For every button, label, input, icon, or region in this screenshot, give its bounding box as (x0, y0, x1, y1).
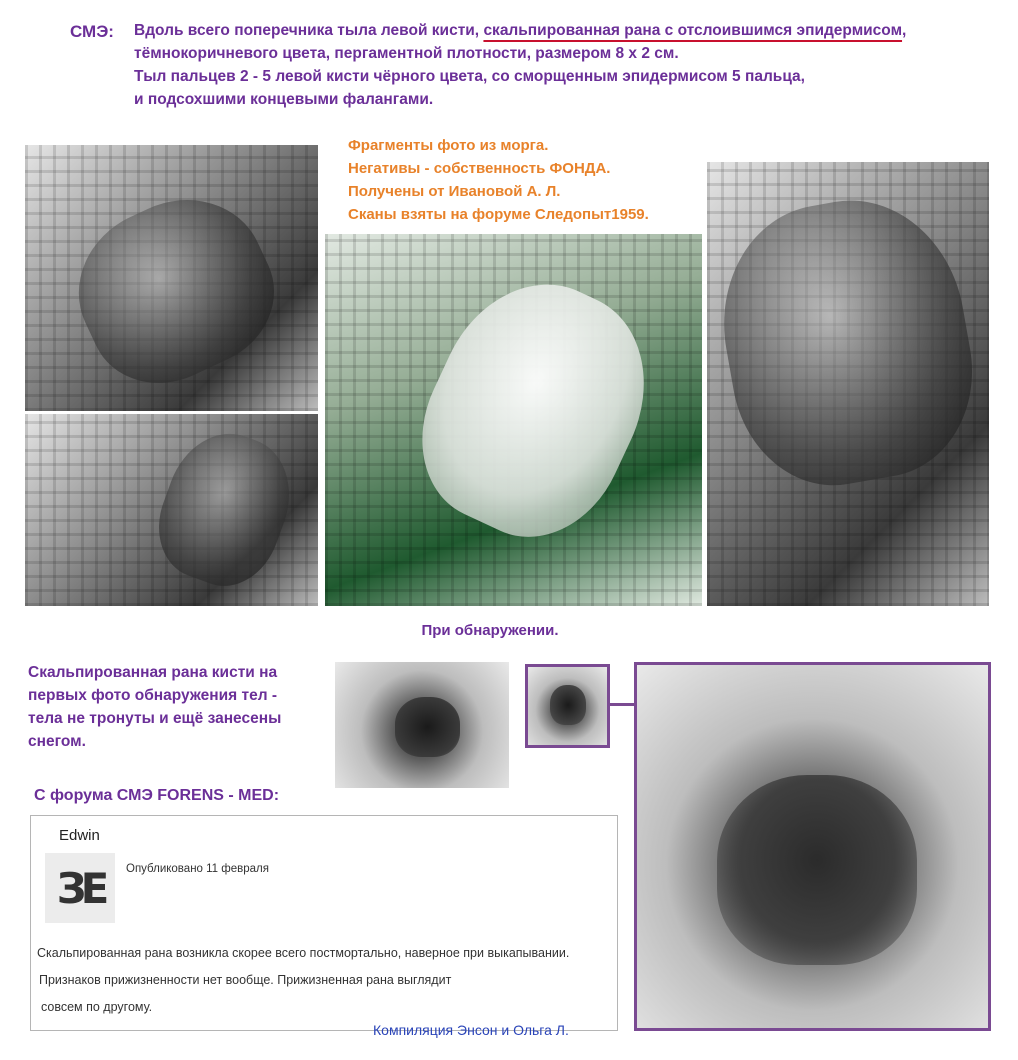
forum-post-body (37, 940, 617, 1021)
sme-line-3: Тыл пальцев 2 - 5 левой кисти чёрного цвета, со сморщенным эпидермисом 5 пальца, (134, 68, 805, 85)
hand-shape (550, 685, 586, 725)
found-caption: При обнаружении. (421, 622, 559, 639)
sme-line-4: и подсохшими концевыми фалангами. (134, 91, 434, 108)
morgue-photo-left-top (25, 145, 318, 411)
sme-line-1-suffix: , (902, 22, 907, 39)
sme-label: СМЭ: (70, 22, 114, 41)
wound-caption-line-2: первых фото обнаружения тел - (28, 687, 278, 704)
forum-body-line-2: Признаков прижизненности нет вообще. Прижизненная рана выглядит (39, 973, 452, 987)
sme-line-1 (134, 19, 984, 42)
credit: Компиляция Энсон и Ольга Л. (373, 1022, 569, 1038)
morgue-note-line-2: Негативы - собственность ФОНДА. (348, 160, 611, 177)
hand-shape (395, 697, 460, 757)
morgue-note-line-1: Фрагменты фото из морга. (348, 137, 549, 154)
wound-caption-line-3: тела не тронуты и ещё занесены (28, 710, 282, 727)
morgue-photo-center (325, 234, 702, 606)
forum-post-date: Опубликовано 11 февраля (126, 863, 269, 875)
sme-description (134, 19, 984, 111)
wound-caption-line-4: снегом. (28, 733, 86, 750)
sme-line-2: тёмнокоричневого цвета, пергаментной плотности, размером 8 х 2 см. (134, 45, 679, 62)
discovery-photo-enlarged (634, 662, 991, 1031)
forum-username[interactable]: Edwin (59, 827, 100, 844)
forum-title: С форума СМЭ FORENS - MED: (34, 787, 280, 804)
morgue-note (348, 134, 649, 226)
connector-line (610, 703, 635, 706)
avatar-logo: ЗЕ (56, 863, 104, 913)
forum-post (30, 815, 618, 1031)
wound-caption-line-1: Скальпированная рана кисти на (28, 664, 278, 681)
sme-line-1-prefix: Вдоль всего поперечника тыла левой кисти, (134, 22, 484, 39)
morgue-note-line-3: Получены от Ивановой А. Л. (348, 183, 561, 200)
discovery-photo-thumb (525, 664, 610, 748)
morgue-note-line-4: Сканы взяты на форуме Следопыт1959. (348, 206, 649, 223)
hand-shape (717, 775, 917, 965)
sme-highlight: скальпированная рана с отслоившимся эпидермисом (483, 22, 903, 39)
forum-body-line-3: совсем по другому. (41, 1000, 153, 1014)
wound-caption (28, 661, 318, 753)
forum-body-line-1: Скальпированная рана возникла скорее всего постмортально, наверное при выкапывании. (37, 946, 570, 960)
discovery-photo-small (335, 662, 509, 788)
forum-avatar[interactable] (45, 853, 115, 923)
morgue-photo-left-bottom (25, 414, 318, 606)
morgue-photo-right (707, 162, 989, 606)
